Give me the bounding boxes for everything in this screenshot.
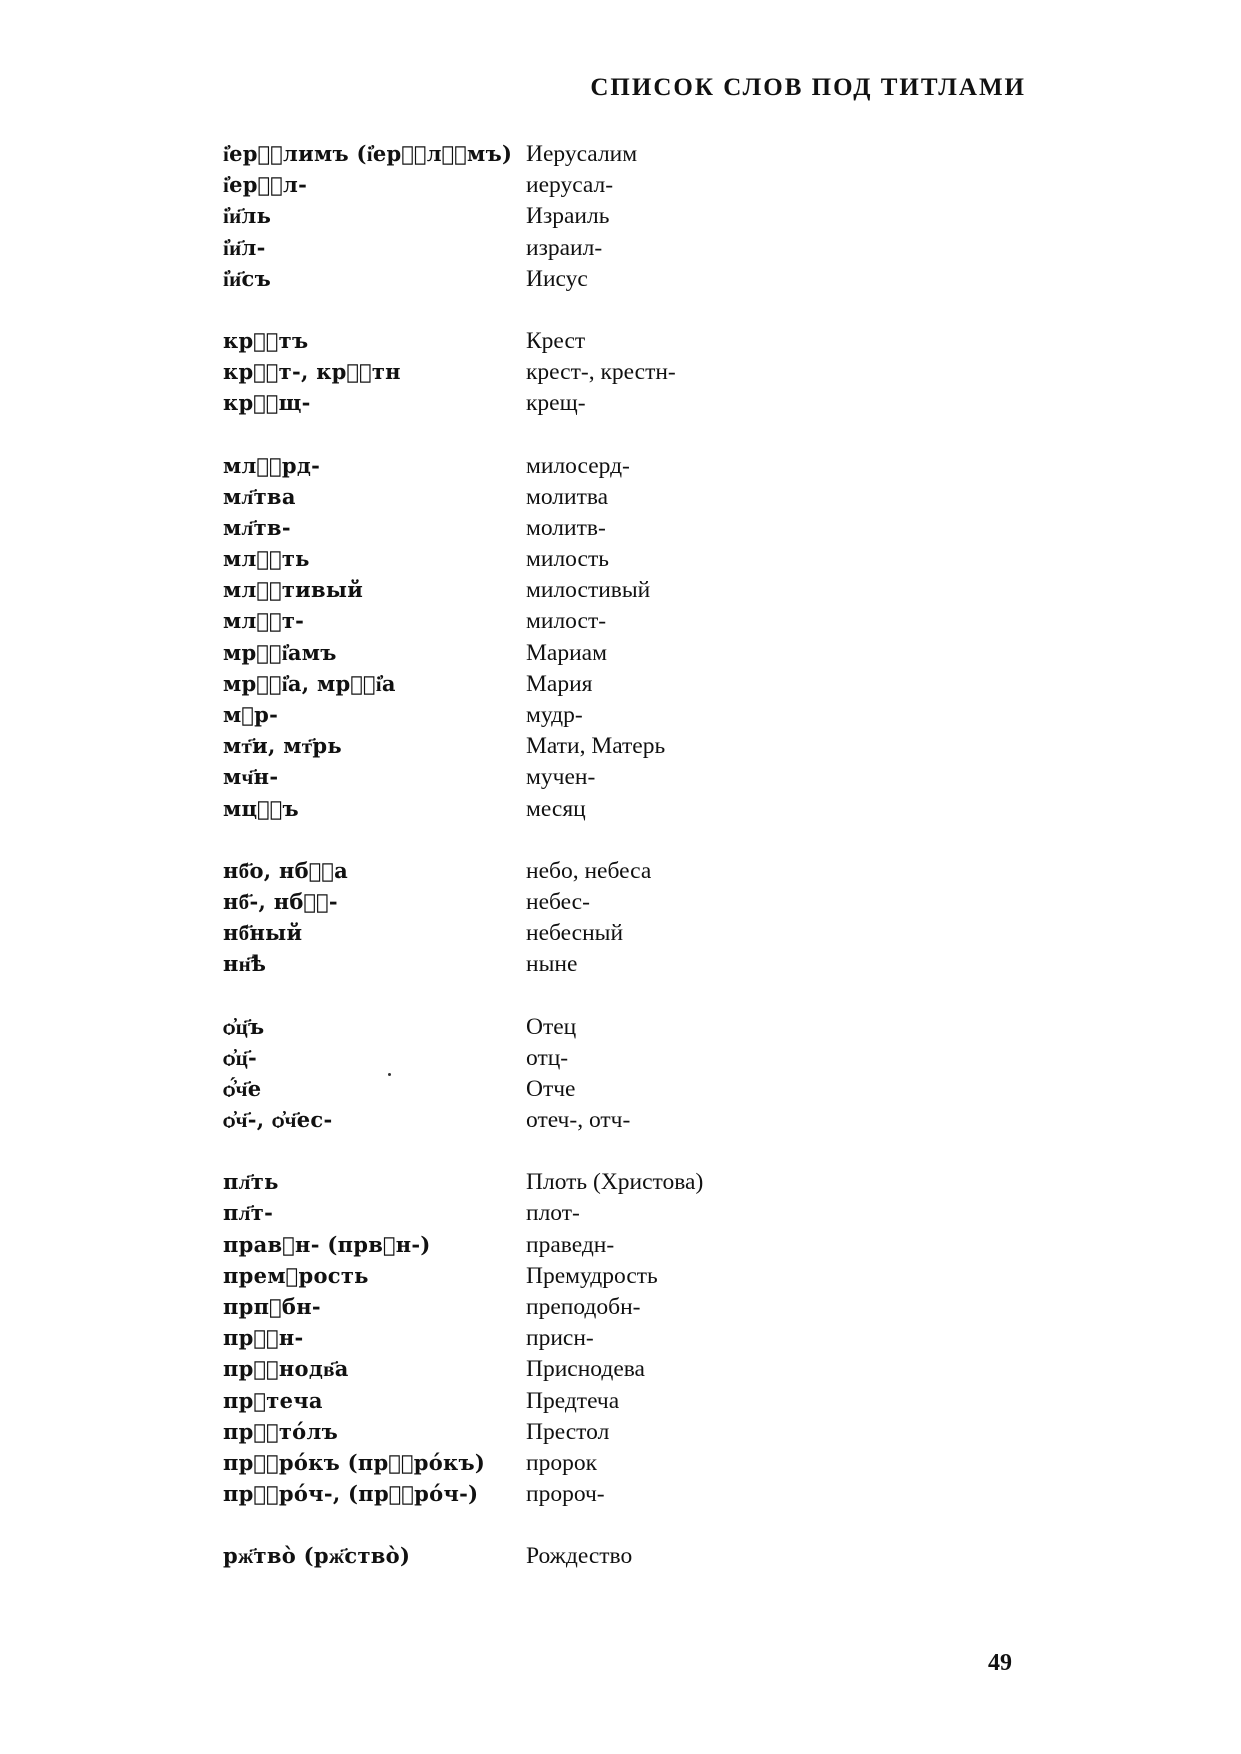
entry-row [223,637,1023,668]
full-word: Мариам [526,639,607,666]
scan-speck [388,1073,391,1076]
entry-row [223,138,1023,169]
entry-row [223,668,1023,699]
entry-row [223,263,1023,294]
entry-row [223,793,1023,824]
abbreviation: прпⷣбн- [223,1294,321,1319]
entry-row [223,325,1023,356]
abbreviation: нб҃о, нбⷭ҇а [223,857,349,883]
entry-row [223,730,1023,761]
entry-group-n [223,855,1023,980]
full-word: пророк [526,1449,597,1476]
entry-row [223,1229,1023,1260]
full-word: Крест [526,327,586,354]
full-word: иерусал- [526,172,614,199]
abbreviation: ѻ҆ц҃- [223,1044,258,1070]
full-word: праведн- [526,1231,615,1258]
entry-row [223,1197,1023,1228]
full-word: месяц [526,795,586,822]
full-word: крест-, крестн- [526,359,676,386]
entry-row [223,1104,1023,1135]
full-word: Мати, Матерь [526,733,666,760]
full-word: присн- [526,1325,594,1352]
entry-row [223,512,1023,543]
abbreviation: премⷣрость [223,1262,369,1288]
entry-row [223,1322,1023,1353]
full-word: Отче [526,1075,576,1102]
entry-row [223,1073,1023,1104]
entry-row [223,1540,1023,1571]
abbreviation: нн҃ѣ [223,951,267,977]
abbreviation: крⷭ҇тъ [223,327,309,353]
entry-row [223,1478,1023,1509]
entry-row [223,1260,1023,1291]
entry-row [223,886,1023,917]
full-word: крещ- [526,390,586,417]
entry-row [223,1353,1023,1384]
titlo-word-list [223,138,1023,1603]
full-word: отеч-, отч- [526,1107,631,1134]
full-word: Отец [526,1013,577,1040]
entry-group-p [223,1166,1023,1509]
abbreviation: млⷭ҇тивый [223,577,364,603]
abbreviation: правⷣн- (првⷣн-) [223,1231,431,1257]
entry-row [223,356,1023,387]
entry-row [223,1385,1023,1416]
entry-row [223,948,1023,979]
entry-group-o [223,1011,1023,1136]
entry-row [223,1042,1023,1073]
entry-group-k [223,325,1023,419]
abbreviation: рж҃тво̀ (рж҃ство̀) [223,1543,411,1569]
abbreviation: прⷣтеча [223,1387,323,1413]
abbreviation: мцⷭ҇ъ [223,795,299,821]
entry-row [223,387,1023,418]
full-word: пророч- [526,1481,605,1508]
entry-row [223,481,1023,512]
abbreviation: млⷭ҇ть [223,546,310,572]
entry-row [223,1166,1023,1197]
full-word: Плоть (Христова) [526,1169,704,1196]
full-word: небес- [526,888,590,915]
full-word: милостивый [526,577,651,604]
abbreviation: і҆и҃съ [223,265,272,291]
full-word: отц- [526,1044,569,1071]
abbreviation: нб҃ный [223,920,303,946]
abbreviation: прⷪ҇ро́къ (прⷪ҇ро́къ) [223,1449,486,1475]
abbreviation: прⷭ҇нодв҃а [223,1356,349,1382]
entry-row [223,574,1023,605]
abbreviation: мч҃н- [223,764,279,790]
full-word: милость [526,546,609,573]
abbreviation: крⷭ҇т-, крⷭ҇тн [223,359,401,385]
full-word: Мария [526,670,593,697]
entry-row [223,232,1023,263]
entry-row [223,450,1023,481]
entry-row [223,1011,1023,1042]
abbreviation: ѻ҆ч҃-, ѻ҆ч҃ес- [223,1107,333,1133]
entry-row [223,1416,1023,1447]
full-word: мучен- [526,764,596,791]
abbreviation: прⷭ҇то́лъ [223,1418,338,1444]
abbreviation: мⷣр- [223,702,279,727]
abbreviation: мт҃и, мт҃рь [223,733,342,759]
full-word: Рождество [526,1543,633,1570]
abbreviation: мрⷭ҇і҆а, мрⷭ҇і҆а [223,670,396,696]
entry-row [223,917,1023,948]
full-word: Предтеча [526,1387,620,1414]
full-word: Иерусалим [526,141,638,167]
abbreviation: млⷭ҇рд- [223,452,321,478]
abbreviation: мл҃тва [223,483,296,509]
full-word: милост- [526,608,607,635]
abbreviation: млⷭ҇т- [223,608,305,634]
full-word: преподобн- [526,1294,641,1320]
abbreviation: мрⷭ҇і҆амъ [223,639,337,665]
full-word: мудр- [526,702,583,728]
abbreviation: пл҃ть [223,1169,279,1195]
full-word: ныне [526,951,578,978]
entry-row [223,169,1023,200]
abbreviation: нб҃-, нбⷭ҇- [223,888,338,914]
full-word: израил- [526,234,603,261]
entry-row [223,855,1023,886]
entry-group-i [223,138,1023,294]
abbreviation: ѻ҆ц҃ъ [223,1013,265,1039]
abbreviation: і҆ерⷭ҇лимъ (і҆ерⷭ҇лⷨ҇мъ) [223,141,513,166]
entry-row [223,699,1023,730]
entry-row [223,543,1023,574]
abbreviation: мл҃тв- [223,514,291,540]
abbreviation: і҆и҃л- [223,234,266,260]
full-word: Премудрость [526,1262,658,1289]
abbreviation: і҆и҃ль [223,203,272,229]
entry-group-m [223,450,1023,824]
full-word: милосерд- [526,452,630,479]
entry-row [223,200,1023,231]
full-word: Приснодева [526,1356,645,1383]
abbreviation: прⷭ҇н- [223,1325,304,1351]
full-word: Престол [526,1418,610,1445]
entry-row [223,1447,1023,1478]
full-word: Израиль [526,203,610,230]
full-word: молитва [526,483,609,510]
entry-group-r [223,1540,1023,1571]
abbreviation: пл҃т- [223,1200,274,1226]
entry-row [223,1291,1023,1322]
entry-row [223,761,1023,792]
abbreviation: і҆ерⷭ҇л- [223,172,308,198]
abbreviation: прⷪ҇ро́ч-, (прⷪ҇ро́ч-) [223,1481,479,1507]
full-word: молитв- [526,514,606,541]
abbreviation: крⷭ҇щ- [223,390,311,416]
full-word: плот- [526,1200,580,1227]
entry-row [223,605,1023,636]
abbreviation: ѻ҆́ч҃е [223,1075,262,1101]
page-number: 49 [988,1650,1012,1676]
full-word: небесный [526,920,624,947]
page-title: СПИСОК СЛОВ ПОД ТИТЛАМИ [590,74,1026,101]
full-word: небо, небеса [526,857,652,884]
full-word: Иисус [526,265,588,292]
